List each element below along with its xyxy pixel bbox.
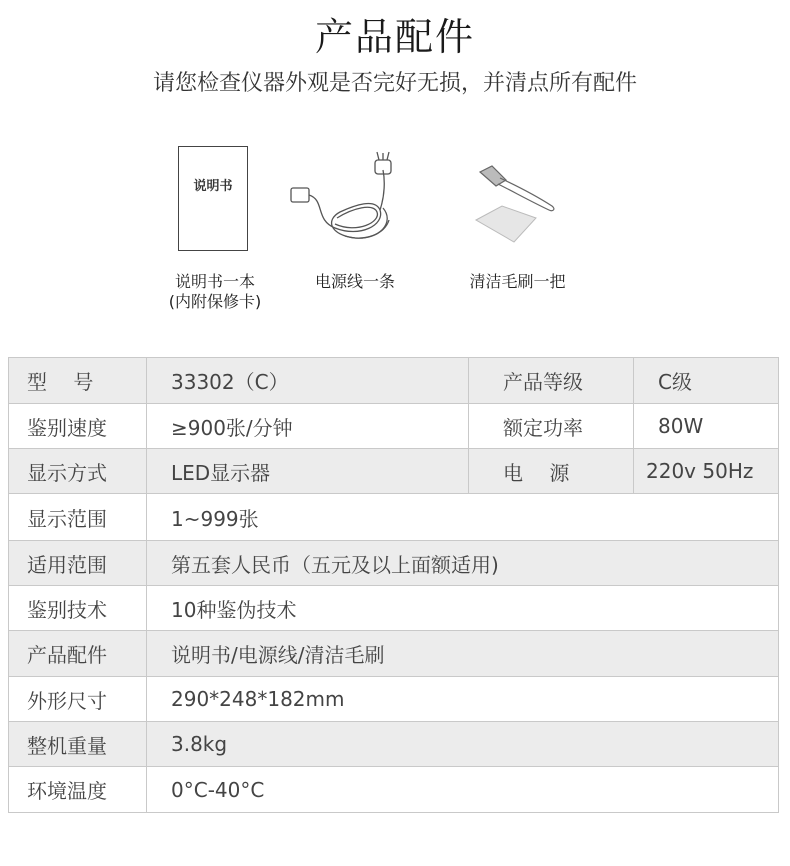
table-row	[9, 722, 779, 767]
spec-label-scope: 适用范围	[9, 541, 147, 586]
table-row	[9, 677, 779, 722]
spec-value-model: 33302（C）	[147, 358, 469, 404]
table-row	[9, 631, 779, 677]
spec-value-accessories: 说明书/电源线/清洁毛刷	[147, 631, 779, 677]
spec-value-weight: 3.8kg	[147, 722, 779, 767]
accessory-cord-caption: 电源线一条	[314, 272, 395, 291]
spec-label-power: 额定功率	[469, 404, 634, 449]
spec-label-dimensions: 外形尺寸	[9, 677, 147, 722]
spec-value-grade: C级	[634, 358, 779, 404]
table-row	[9, 541, 779, 586]
accessory-manual-caption-line1: 说明书一本	[174, 272, 255, 291]
spec-value-scope: 第五套人民币（五元及以上面额适用)	[147, 541, 779, 586]
spec-value-tech: 10种鉴伪技术	[147, 586, 779, 631]
table-row	[9, 494, 779, 541]
spec-label-tech: 鉴别技术	[9, 586, 147, 631]
manual-icon-text: 说明书	[193, 179, 233, 194]
spec-value-display: LED显示器	[147, 449, 469, 494]
table-row	[9, 767, 779, 813]
spec-label-range: 显示范围	[9, 494, 147, 541]
page-title: 产品配件	[314, 15, 475, 59]
page-subtitle: 请您检查仪器外观是否完好无损，并清点所有配件	[152, 71, 637, 96]
spec-value-supply: 220v 50Hz	[634, 449, 779, 494]
spec-label-accessories: 产品配件	[9, 631, 147, 677]
table-row	[9, 586, 779, 631]
spec-label-supply: 电 源	[469, 449, 634, 494]
spec-label-display: 显示方式	[9, 449, 147, 494]
spec-value-temperature: 0°C-40°C	[147, 767, 779, 813]
spec-value-speed: ≥900张/分钟	[147, 404, 469, 449]
spec-table	[8, 357, 779, 813]
spec-value-power: 80W	[634, 404, 779, 449]
table-row	[9, 404, 779, 449]
table-row	[9, 358, 779, 404]
accessory-manual-caption-line2: (内附保修卡)	[168, 292, 262, 311]
spec-value-dimensions: 290*248*182mm	[147, 677, 779, 722]
spec-label-model: 型 号	[9, 358, 147, 404]
spec-value-range: 1~999张	[147, 494, 779, 541]
power-cord-icon	[285, 150, 415, 250]
brush-icon	[470, 160, 570, 245]
spec-label-grade: 产品等级	[469, 358, 634, 404]
accessory-manual-caption	[160, 272, 270, 312]
manual-icon	[178, 146, 248, 251]
spec-label-weight: 整机重量	[9, 722, 147, 767]
spec-label-temperature: 环境温度	[9, 767, 147, 813]
accessory-brush-caption: 清洁毛刷一把	[469, 272, 566, 291]
table-row	[9, 449, 779, 494]
spec-label-speed: 鉴别速度	[9, 404, 147, 449]
